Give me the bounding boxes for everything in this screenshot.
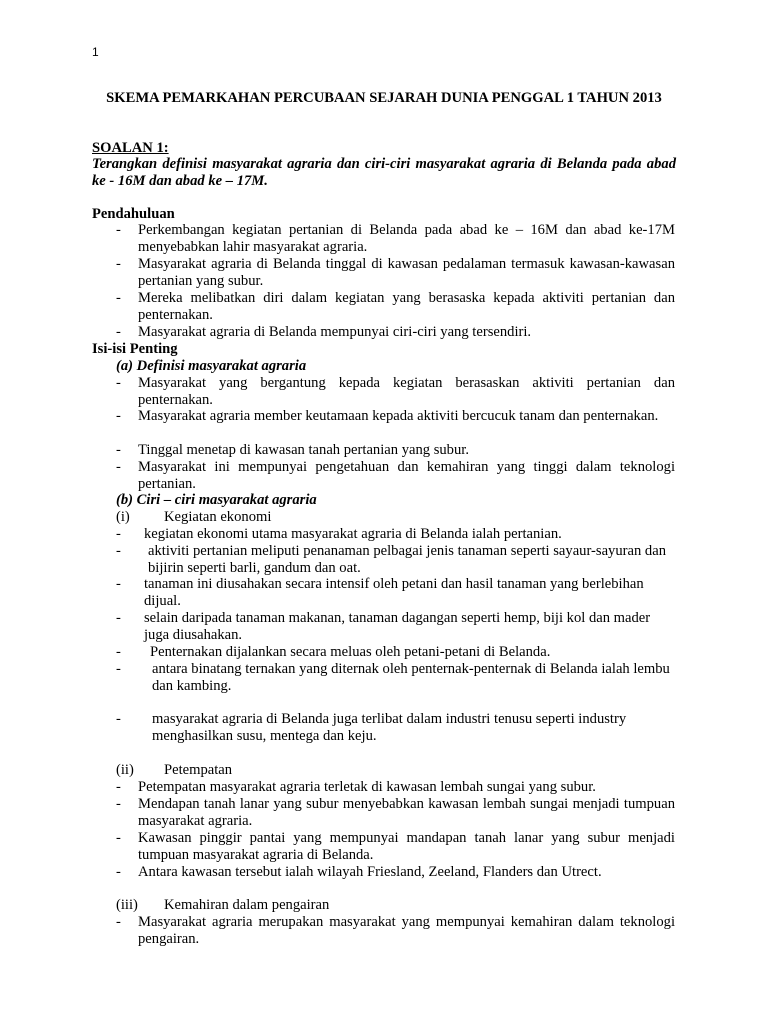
- list-item: - Masyarakat agraria merupakan masyarakat yang mempunyai kemahiran dalam teknologi pengairan.: [116, 914, 675, 947]
- list-item: - Masyarakat agraria member keutamaan kepada aktiviti bercucuk tanam dan penternakan.: [116, 408, 659, 424]
- list-item: - Masyarakat agraria di Belanda tinggal di kawasan pedalaman termasuk kawasan-kawasan pertanian yang subur.: [116, 256, 675, 289]
- list-item: - Masyarakat yang bergantung kepada kegiatan berasaskan aktiviti pertanian dan penternakan.: [116, 375, 675, 408]
- list-item: - Perkembangan kegiatan pertanian di Belanda pada abad ke – 16M dan abad ke-17M menyebabkan lahir masyarakat agraria.: [116, 222, 675, 255]
- list-item: - kegiatan ekonomi utama masyarakat agraria di Belanda ialah pertanian.: [116, 526, 562, 542]
- section-a-heading: (a) Definisi masyarakat agraria: [116, 358, 307, 374]
- subsection-i-heading: (i) Kegiatan ekonomi: [116, 509, 272, 525]
- section-b-heading: (b) Ciri – ciri masyarakat agraria: [116, 492, 317, 508]
- pendahuluan-heading: Pendahuluan: [92, 206, 175, 222]
- list-item: - aktiviti pertanian meliputi penanaman pelbagai jenis tanaman seperti sayaur-sayuran dan bijirin seperti barli, gandum dan oat.: [116, 543, 666, 576]
- list-item: - selain daripada tanaman makanan, tanaman dagangan seperti hemp, biji kol dan mader juga diusahakan.: [116, 610, 651, 643]
- isi-heading: Isi-isi Penting: [92, 341, 178, 357]
- list-item: - Antara kawasan tersebut ialah wilayah Friesland, Zeeland, Flanders dan Utrect.: [116, 864, 602, 880]
- subsection-iii-heading: (iii) Kemahiran dalam pengairan: [116, 897, 330, 913]
- list-item: - Mendapan tanah lanar yang subur menyebabkan kawasan lembah sungai menjadi tumpuan masyarakat agraria.: [116, 796, 675, 829]
- list-item: - antara binatang ternakan yang diternak oleh penternak-penternak di Belanda ialah lembu dan kambing.: [116, 661, 670, 694]
- page-number: 1: [92, 45, 99, 59]
- list-item: - Tinggal menetap di kawasan tanah pertanian yang subur.: [116, 442, 469, 458]
- list-item: - Masyarakat agraria di Belanda mempunyai ciri-ciri yang tersendiri.: [116, 324, 532, 340]
- document-title: SKEMA PEMARKAHAN PERCUBAAN SEJARAH DUNIA PENGGAL 1 TAHUN 2013: [106, 90, 662, 106]
- subsection-ii-heading: (ii) Petempatan: [116, 762, 233, 778]
- list-item: - Masyarakat ini mempunyai pengetahuan dan kemahiran yang tinggi dalam teknologi pertanian.: [116, 459, 675, 492]
- list-item: - Penternakan dijalankan secara meluas oleh petani-petani di Belanda.: [116, 644, 551, 660]
- question-text: Terangkan definisi masyarakat agraria dan ciri-ciri masyarakat agraria di Belanda pada abad ke - 16M dan abad ke – 17M.: [92, 156, 676, 189]
- list-item: - Kawasan pinggir pantai yang mempunyai mandapan tanah lanar yang subur menjadi tumpuan masyarakat agraria di Belanda.: [116, 830, 675, 863]
- list-item: - Mereka melibatkan diri dalam kegiatan yang berasaska kepada aktiviti pertanian dan penternakan.: [116, 290, 675, 323]
- question-label: SOALAN 1:: [92, 140, 169, 156]
- list-item: - masyarakat agraria di Belanda juga terlibat dalam industri tenusu seperti industry menghasilkan susu, mentega dan keju.: [116, 711, 627, 744]
- list-item: - tanaman ini diusahakan secara intensif oleh petani dan hasil tanaman yang berlebihan dijual.: [116, 576, 644, 609]
- list-item: - Petempatan masyarakat agraria terletak di kawasan lembah sungai yang subur.: [116, 779, 596, 795]
